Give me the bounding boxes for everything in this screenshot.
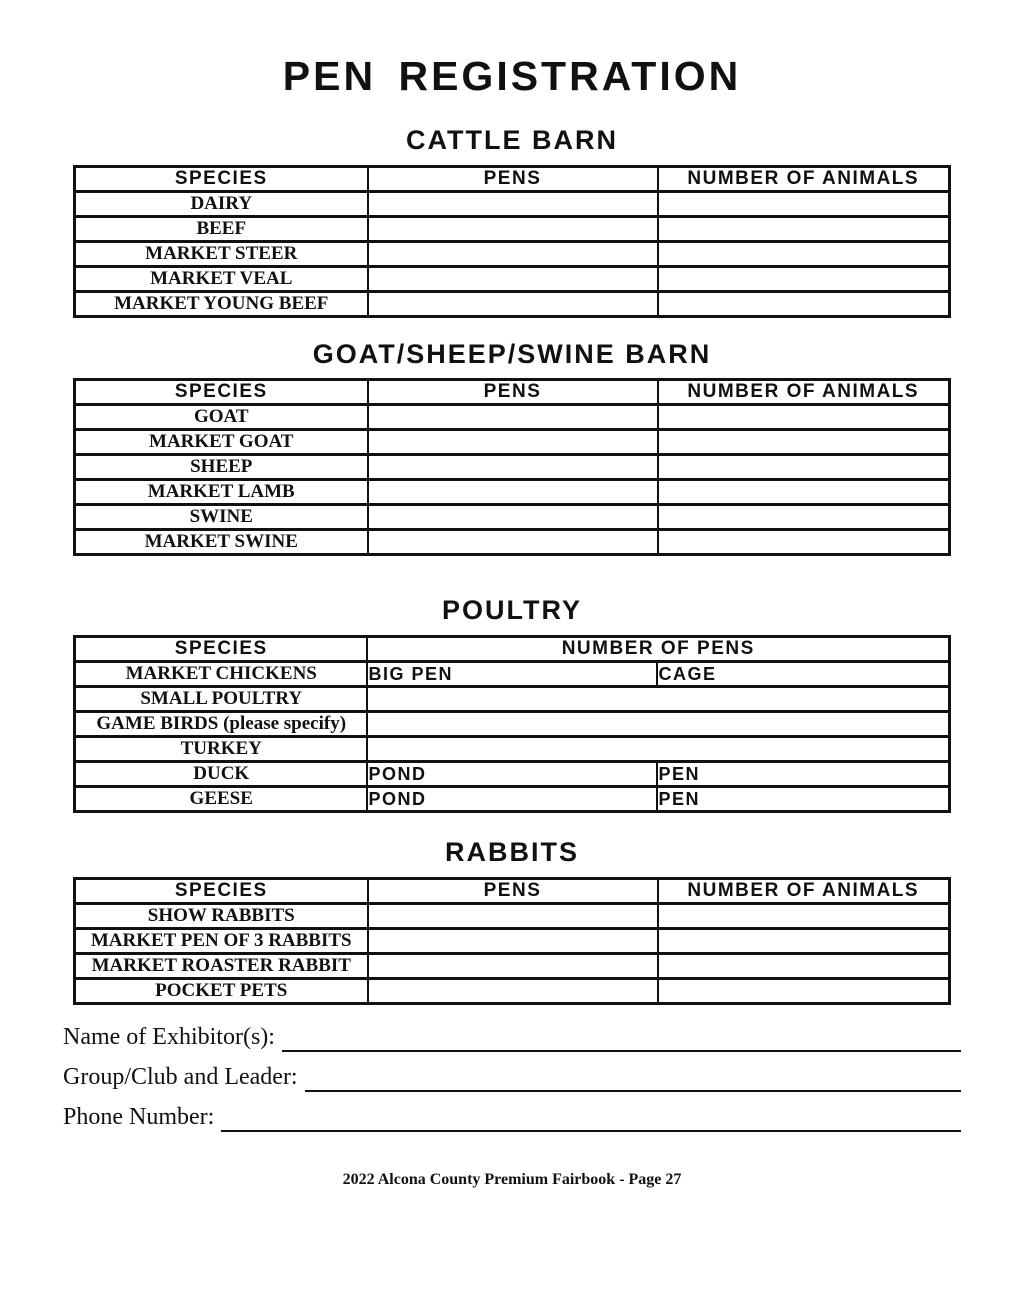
goat-sheep-swine-barn-table [73, 378, 951, 556]
species-label: MARKET STEER [75, 242, 368, 267]
table-row [75, 430, 950, 455]
species-label: MARKET LAMB [75, 480, 368, 505]
pond-fill-cell[interactable]: POND [367, 762, 657, 787]
name-of-exhibitor-field[interactable] [282, 1024, 961, 1052]
number-of-animals-column-header: NUMBER OF ANIMALS [658, 879, 950, 904]
species-label: MARKET PEN OF 3 RABBITS [75, 929, 368, 954]
number-of-animals-fill-cell[interactable] [658, 480, 950, 505]
header-row [74, 637, 949, 662]
number-of-animals-fill-cell[interactable] [658, 192, 950, 217]
pens-fill-cell[interactable] [368, 405, 658, 430]
table-row [75, 217, 950, 242]
table-row [75, 530, 950, 555]
table-row [75, 505, 950, 530]
number-of-animals-fill-cell[interactable] [658, 530, 950, 555]
number-of-animals-column-header: NUMBER OF ANIMALS [658, 380, 950, 405]
table-row [75, 904, 950, 929]
number-of-pens-fill-cell[interactable] [367, 712, 949, 737]
number-of-animals-fill-cell[interactable] [658, 929, 950, 954]
poultry-heading: POULTRY [442, 595, 582, 625]
table-row [74, 737, 949, 762]
pens-fill-cell[interactable] [368, 929, 658, 954]
name-of-exhibitor-label: Name of Exhibitor(s): [63, 1024, 275, 1050]
rabbits-heading: RABBITS [445, 837, 579, 867]
header-row [75, 167, 950, 192]
species-label: SMALL POULTRY [74, 687, 367, 712]
table-row [75, 192, 950, 217]
species-column-header: SPECIES [75, 380, 368, 405]
table-row [74, 762, 949, 787]
pens-column-header: PENS [368, 879, 658, 904]
cattle-barn-heading: CATTLE BARN [406, 125, 618, 155]
number-of-pens-fill-cell[interactable] [367, 687, 949, 712]
number-of-animals-fill-cell[interactable] [658, 904, 950, 929]
rabbits-table [73, 877, 951, 1005]
exhibitor-form [63, 1020, 961, 1132]
pens-column-header: PENS [368, 167, 658, 192]
pen-fill-cell[interactable]: PEN [657, 762, 949, 787]
number-of-animals-fill-cell[interactable] [658, 405, 950, 430]
table-row [75, 954, 950, 979]
poultry-table [73, 635, 951, 813]
species-column-header: SPECIES [75, 167, 368, 192]
pens-fill-cell[interactable] [368, 217, 658, 242]
table-row [75, 929, 950, 954]
species-label: DUCK [74, 762, 367, 787]
species-label: SWINE [75, 505, 368, 530]
species-label: MARKET SWINE [75, 530, 368, 555]
page-footer: 2022 Alcona County Premium Fairbook - Page 27 [342, 1171, 682, 1188]
number-of-animals-fill-cell[interactable] [658, 217, 950, 242]
species-label: POCKET PETS [75, 979, 368, 1004]
cage-fill-cell[interactable]: CAGE [657, 662, 949, 687]
table-row [75, 979, 950, 1004]
number-of-animals-fill-cell[interactable] [658, 267, 950, 292]
number-of-animals-fill-cell[interactable] [658, 430, 950, 455]
group-club-leader-label: Group/Club and Leader: [63, 1064, 298, 1090]
species-label: GEESE [74, 787, 367, 812]
species-label: SHOW RABBITS [75, 904, 368, 929]
number-of-pens-fill-cell[interactable] [367, 737, 949, 762]
species-column-header: SPECIES [74, 637, 367, 662]
species-label: BEEF [75, 217, 368, 242]
table-row [74, 787, 949, 812]
cattle-barn-table [73, 165, 951, 318]
pens-fill-cell[interactable] [368, 954, 658, 979]
table-row [74, 687, 949, 712]
species-label: MARKET CHICKENS [74, 662, 367, 687]
pens-column-header: PENS [368, 380, 658, 405]
table-row [75, 292, 950, 317]
number-of-animals-fill-cell[interactable] [658, 242, 950, 267]
table-row [75, 480, 950, 505]
table-row [75, 455, 950, 480]
pens-fill-cell[interactable] [368, 267, 658, 292]
page-title: PEN REGISTRATION [282, 53, 742, 99]
species-label: TURKEY [74, 737, 367, 762]
pens-fill-cell[interactable] [368, 455, 658, 480]
number-of-animals-column-header: NUMBER OF ANIMALS [658, 167, 950, 192]
number-of-animals-fill-cell[interactable] [658, 455, 950, 480]
phone-number-label: Phone Number: [63, 1104, 215, 1130]
species-label: DAIRY [75, 192, 368, 217]
species-label: MARKET YOUNG BEEF [75, 292, 368, 317]
species-column-header: SPECIES [75, 879, 368, 904]
pens-fill-cell[interactable] [368, 979, 658, 1004]
pen-fill-cell[interactable]: PEN [657, 787, 949, 812]
pond-fill-cell[interactable]: POND [367, 787, 657, 812]
pens-fill-cell[interactable] [368, 480, 658, 505]
pens-fill-cell[interactable] [368, 242, 658, 267]
number-of-animals-fill-cell[interactable] [658, 954, 950, 979]
number-of-animals-fill-cell[interactable] [658, 292, 950, 317]
pens-fill-cell[interactable] [368, 292, 658, 317]
number-of-pens-column-header: NUMBER OF PENS [367, 637, 949, 662]
table-row [74, 712, 949, 737]
phone-number-row [63, 1100, 961, 1132]
header-row [75, 380, 950, 405]
goat-sheep-swine-barn-heading: GOAT/SHEEP/SWINE BARN [312, 339, 712, 369]
number-of-animals-fill-cell[interactable] [658, 505, 950, 530]
pens-fill-cell[interactable] [368, 430, 658, 455]
group-club-leader-row [63, 1060, 961, 1092]
species-label: SHEEP [75, 455, 368, 480]
species-label: MARKET VEAL [75, 267, 368, 292]
phone-number-field[interactable] [221, 1104, 961, 1132]
header-row [75, 879, 950, 904]
table-row [75, 405, 950, 430]
pens-fill-cell[interactable] [368, 904, 658, 929]
species-label: GAME BIRDS (please specify) [74, 712, 367, 737]
species-label: GOAT [75, 405, 368, 430]
table-row [75, 267, 950, 292]
name-of-exhibitor-row [63, 1020, 961, 1052]
group-club-leader-field[interactable] [305, 1064, 961, 1092]
species-label: MARKET ROASTER RABBIT [75, 954, 368, 979]
big-pen-fill-cell[interactable]: BIG PEN [367, 662, 657, 687]
table-row [74, 662, 949, 687]
species-label: MARKET GOAT [75, 430, 368, 455]
pens-fill-cell[interactable] [368, 505, 658, 530]
table-row [75, 242, 950, 267]
number-of-animals-fill-cell[interactable] [658, 979, 950, 1004]
pens-fill-cell[interactable] [368, 530, 658, 555]
pens-fill-cell[interactable] [368, 192, 658, 217]
